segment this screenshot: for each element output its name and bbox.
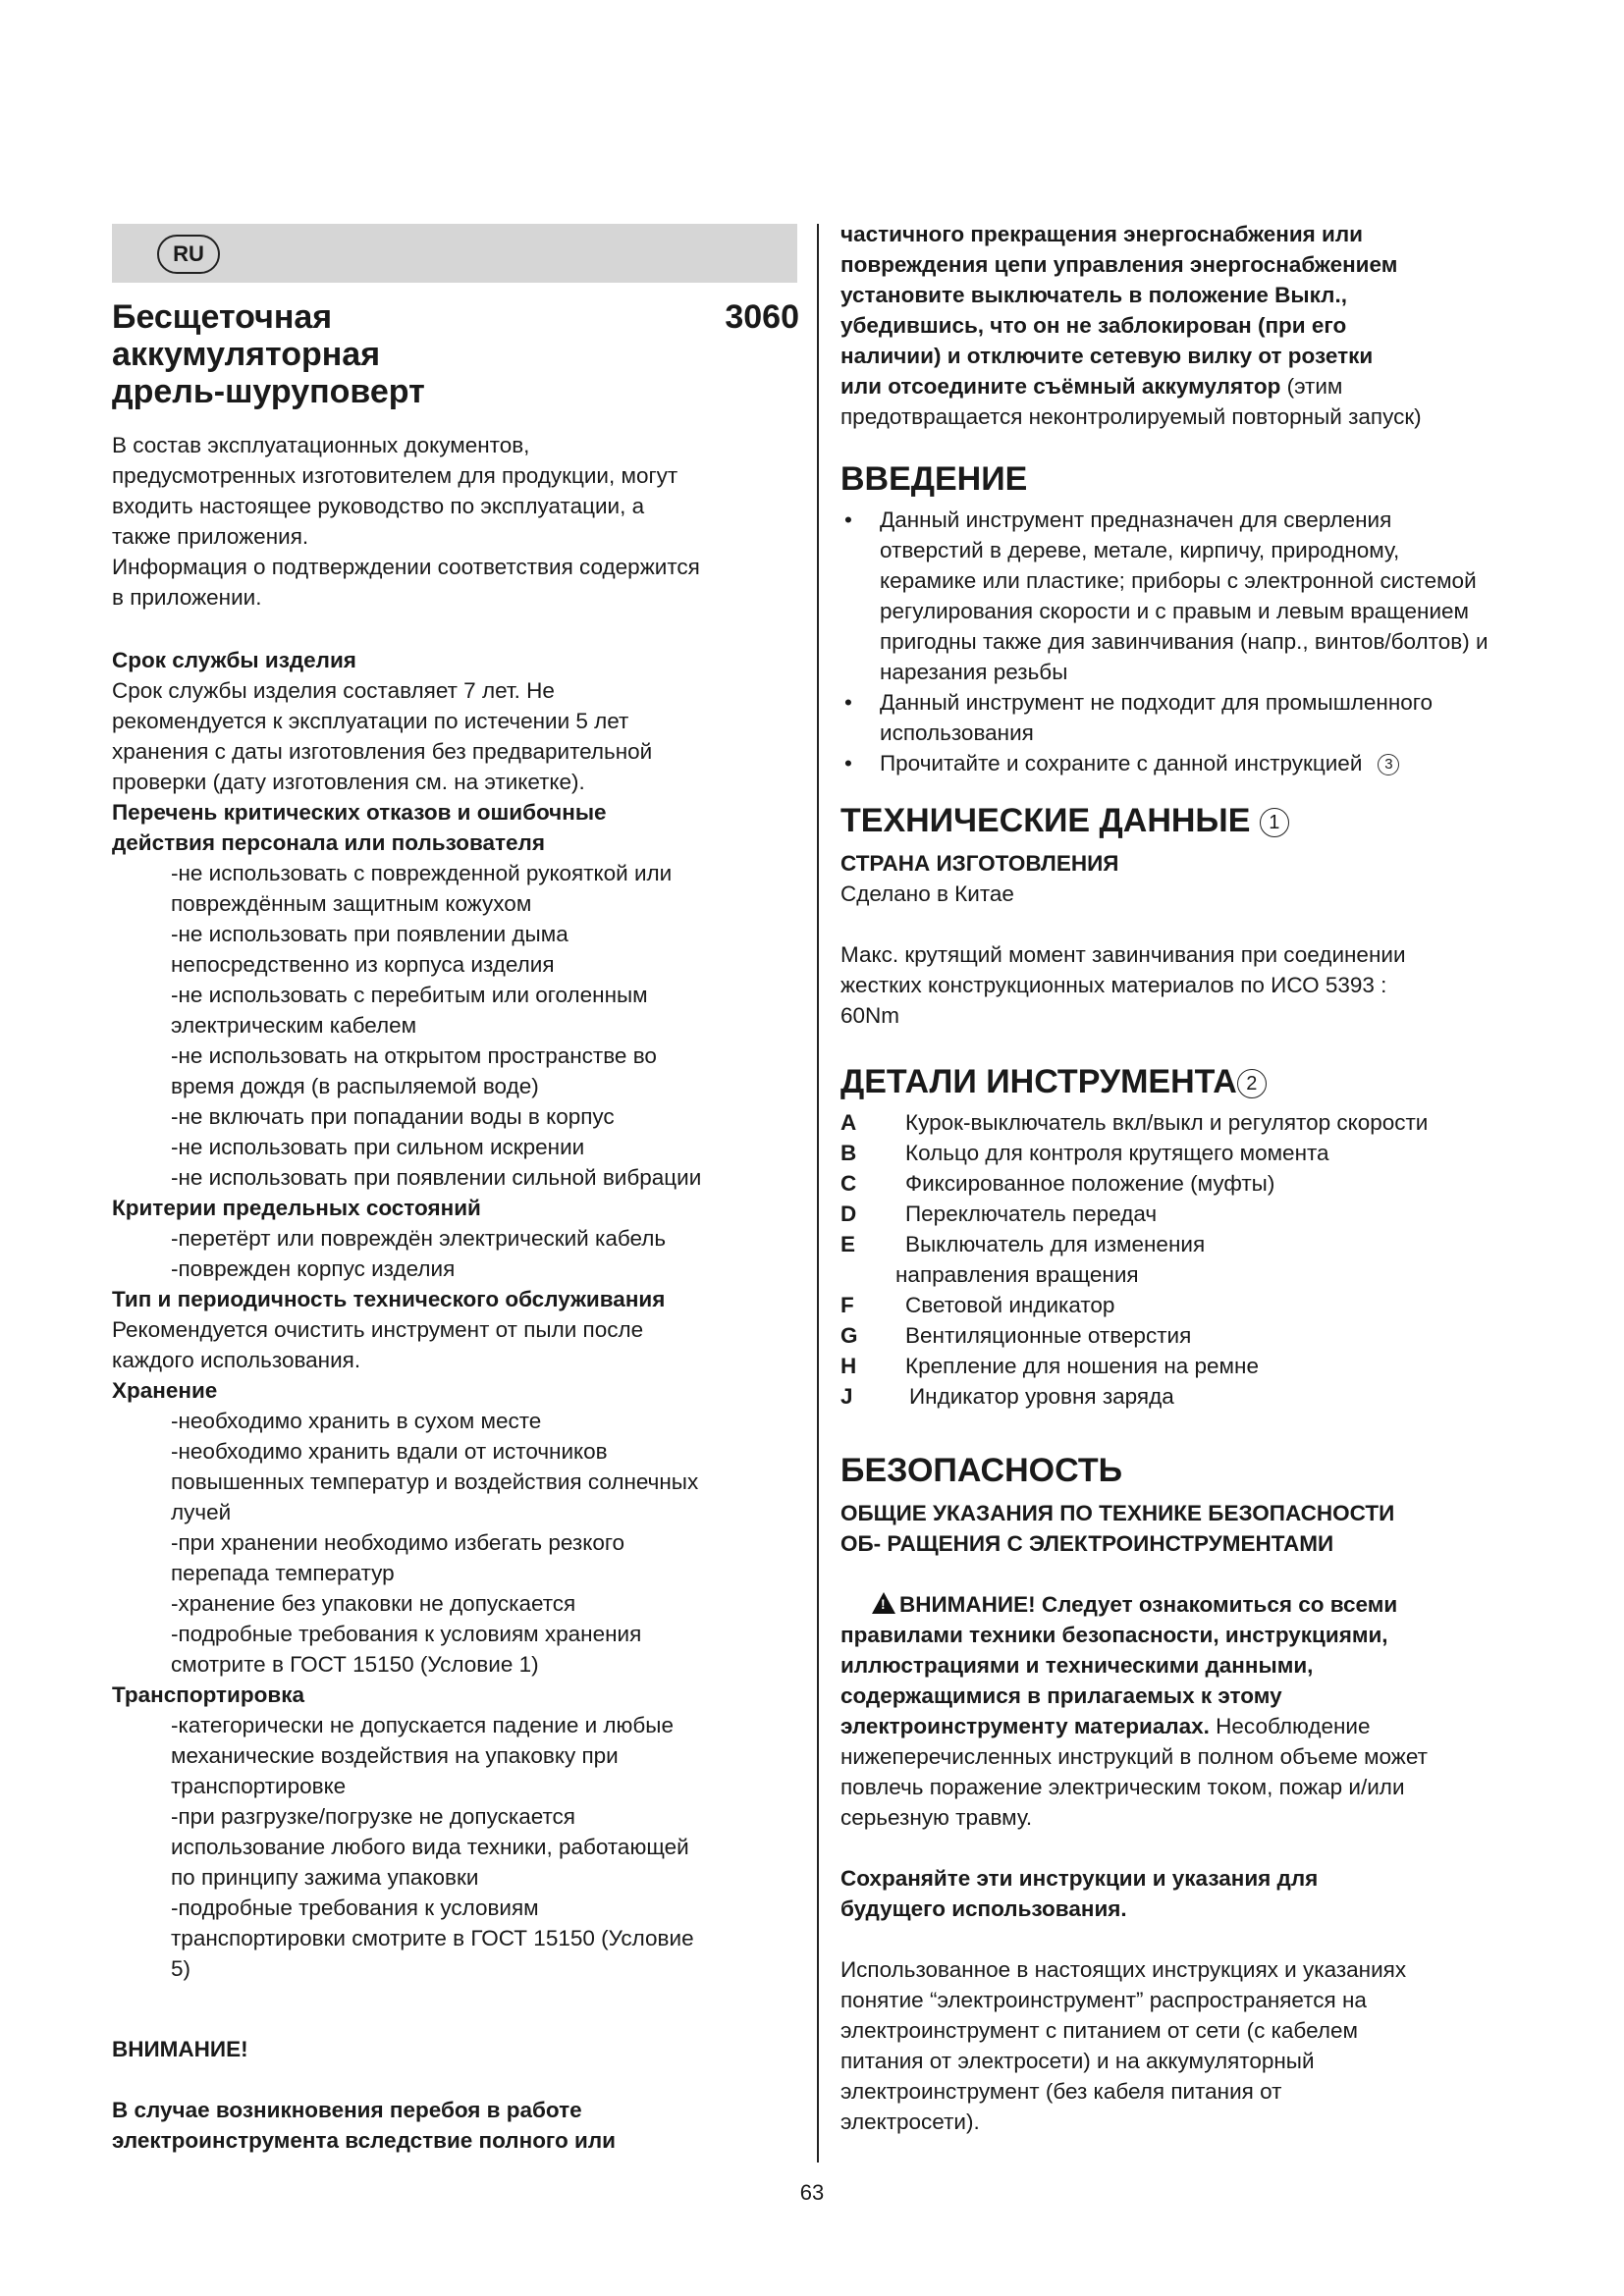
failures-list (112, 858, 799, 1193)
warning-text: ВНИМАНИЕ! Следует ознакомиться со всеми (899, 1592, 1398, 1617)
text-line: электроинструмента вследствие полного или (112, 2128, 616, 2153)
document-title (112, 298, 799, 410)
text-line: правилами техники безопасности, инструкциями, (840, 1623, 1388, 1647)
text-line: Сохраняйте эти инструкции и указания для (840, 1866, 1319, 1891)
text-line: каждого использования. (112, 1348, 361, 1372)
text-line: электроинструмент (без кабеля питания от (840, 2079, 1282, 2104)
section-title-text: ДЕТАЛИ ИНСТРУМЕНТА (840, 1063, 1237, 1100)
text-line: -необходимо хранить в сухом месте (171, 1409, 542, 1433)
section-heading: Перечень критических отказов и ошибочные (112, 800, 607, 825)
text-line: жестких конструкционных материалов по ИСО 5393 : (840, 973, 1387, 997)
text-line: транспортировке (171, 1774, 347, 1798)
tech-data-section (840, 801, 1530, 1031)
part-label: направления вращения (895, 1262, 1139, 1287)
list-item (840, 1351, 1530, 1381)
bullet-item: • Данный инструмент предназначен для сверления отверстий в дереве, метале, кирпичу, природному, керамике или пластике; приборы с электронной системой регулирования скорости и с правым и левым вращением пригодны также дия завинчивания (напр., винтов/болтов) и нарезания резьбы (840, 505, 1528, 687)
text-line: -подробные требования к условиям хранения (171, 1622, 642, 1646)
title-line-1: Бесщеточная (112, 298, 333, 336)
title-line-3: дрель-шуруповерт (112, 373, 425, 410)
text-line: время дождя (в распыляемой воде) (171, 1074, 539, 1098)
title-line-2: аккумуляторная (112, 336, 381, 373)
text-line: смотрите в ГОСТ 15150 (Условие 1) (171, 1652, 539, 1677)
safety-section (840, 1451, 1530, 2137)
part-label: Крепление для ношения на ремне (905, 1354, 1259, 1378)
part-key: E (840, 1232, 856, 1256)
text-line: -при разгрузке/погрузке не допускается (171, 1804, 575, 1829)
text-line: -не использовать при сильном искрении (171, 1135, 585, 1159)
part-key: H (840, 1354, 857, 1378)
text-line: электроинструмент с питанием от сети (с кабелем (840, 2018, 1358, 2043)
section-heading: Транспортировка (112, 1682, 304, 1707)
part-key: D (840, 1201, 857, 1226)
language-bar (112, 224, 797, 283)
figure-ref-icon: 2 (1237, 1069, 1267, 1098)
text-line: предотвращается неконтролируемый повторный запуск) (840, 404, 1422, 429)
text-line: наличии) и отключите сетевую вилку от розетки (840, 344, 1374, 368)
parts-list (840, 1107, 1530, 1412)
text-line: Использованное в настоящих инструкциях и указаниях (840, 1957, 1407, 1982)
text-line: -хранение без упаковки не допускается (171, 1591, 576, 1616)
intro-text (112, 430, 799, 613)
section-heading: Тип и периодичность технического обслуживания (112, 1287, 666, 1311)
text-line: непосредственно из корпуса изделия (171, 952, 555, 977)
text-line: входить настоящее руководство по эксплуатации, а (112, 494, 645, 518)
part-label: Курок-выключатель вкл/выкл и регулятор скорости (905, 1110, 1429, 1135)
section-title (840, 1062, 1530, 1101)
text-line: лучей (171, 1500, 232, 1524)
text-line: -не включать при попадании воды в корпус (171, 1104, 615, 1129)
text-line: -поврежден корпус изделия (171, 1256, 456, 1281)
text-line: нижеперечисленных инструкций в полном объеме может (840, 1744, 1428, 1769)
text-line (840, 371, 1530, 401)
text-line: -не использовать при появлении дыма (171, 922, 568, 946)
list-item (840, 1290, 1530, 1320)
text-line: -необходимо хранить вдали от источников (171, 1439, 608, 1464)
part-key: G (840, 1323, 858, 1348)
text-line: частичного прекращения энергоснабжения или (840, 222, 1364, 246)
text-line: Рекомендуется очистить инструмент от пыли после (112, 1317, 644, 1342)
text-line: повреждённым защитным кожухом (171, 891, 532, 916)
text-line: -не использовать на открытом пространстве во (171, 1043, 657, 1068)
subheading: ОБЩИЕ УКАЗАНИЯ ПО ТЕХНИКЕ БЕЗОПАСНОСТИ (840, 1501, 1395, 1525)
section-title-text: ТЕХНИЧЕСКИЕ ДАННЫЕ (840, 802, 1251, 839)
part-key: J (840, 1384, 853, 1409)
text-line: проверки (дату изготовления см. на этикетке). (112, 770, 585, 794)
list-item (840, 1259, 1530, 1290)
normal-span: Несоблюдение (1209, 1714, 1371, 1738)
text-line: 5) (171, 1956, 191, 1981)
part-label: Выключатель для изменения (905, 1232, 1206, 1256)
subheading: СТРАНА ИЗГОТОВЛЕНИЯ (840, 851, 1119, 876)
figure-ref-icon: 3 (1378, 754, 1399, 775)
text-line: установите выключатель в положение Выкл., (840, 283, 1347, 307)
parts-section (840, 1062, 1530, 1412)
text-line (840, 1589, 1530, 1620)
section-heading: Хранение (112, 1378, 218, 1403)
part-key: C (840, 1171, 857, 1196)
page-number: 63 (799, 2180, 825, 2205)
text-line: -при хранении необходимо избегать резкого (171, 1530, 625, 1555)
text-line: транспортировки смотрите в ГОСТ 15150 (Условие (171, 1926, 694, 1950)
text-line: повреждения цепи управления энергоснабжением (840, 252, 1398, 277)
text-line: -подробные требования к условиям (171, 1896, 539, 1920)
part-key: F (840, 1293, 854, 1317)
list-item (840, 1168, 1530, 1199)
part-label: Вентиляционные отверстия (905, 1323, 1192, 1348)
text-line: повышенных температур и воздействия солнечных (171, 1469, 699, 1494)
section-title (840, 801, 1530, 840)
text-line: рекомендуется к эксплуатации по истечении 5 лет (112, 709, 629, 733)
service-life-section (112, 645, 799, 1984)
part-label: Фиксированное положение (муфты) (905, 1171, 1275, 1196)
attention-continued (840, 219, 1530, 432)
part-key: B (840, 1141, 857, 1165)
section-heading: действия персонала или пользователя (112, 830, 545, 855)
transport-list (112, 1710, 799, 1984)
list-item (840, 1138, 1530, 1168)
attention-heading: ВНИМАНИЕ! (112, 2037, 248, 2061)
text-line: механические воздействия на упаковку при (171, 1743, 619, 1768)
bold-span: или отсоедините съёмный аккумулятор (840, 374, 1281, 399)
section-heading: Критерии предельных состояний (112, 1196, 481, 1220)
bold-span: электроинструменту материалах. (840, 1714, 1210, 1738)
section-title: ВВЕДЕНИЕ (840, 460, 1028, 498)
text-line: в приложении. (112, 585, 262, 610)
introduction-section (840, 459, 1530, 778)
attention-section (112, 2034, 799, 2156)
text-line: В состав эксплуатационных документов, (112, 433, 530, 457)
normal-span: (этим (1280, 374, 1343, 399)
list-item (840, 1229, 1530, 1259)
text-line: серьезную травму. (840, 1805, 1033, 1830)
bullet-text: Прочитайте и сохраните с данной инструкцией (880, 751, 1363, 775)
list-item (840, 1320, 1530, 1351)
bullet-item (840, 748, 1528, 778)
part-label: Переключатель передач (905, 1201, 1158, 1226)
list-item (840, 1107, 1530, 1138)
storage-list (112, 1406, 799, 1680)
section-title: БЕЗОПАСНОСТЬ (840, 1452, 1123, 1489)
warning-icon (872, 1592, 895, 1614)
text-line: В случае возникновения перебоя в работе (112, 2098, 582, 2122)
part-label: Индикатор уровня заряда (909, 1384, 1174, 1409)
text-line: -категорически не допускается падение и любые (171, 1713, 674, 1737)
section-heading: Срок службы изделия (112, 648, 356, 672)
text-line: Срок службы изделия составляет 7 лет. Не (112, 678, 555, 703)
text-line: 60Nm (840, 1003, 900, 1028)
list-item (840, 1381, 1530, 1412)
part-label: Световой индикатор (905, 1293, 1115, 1317)
list-item (840, 1199, 1530, 1229)
intro-bullets (840, 505, 1528, 778)
text-line: -перетёрт или повреждён электрический кабель (171, 1226, 667, 1251)
text-line: Сделано в Китае (840, 881, 1014, 906)
text-line: повлечь поражение электрическим током, пожар и/или (840, 1775, 1405, 1799)
text-line: будущего использования. (840, 1896, 1127, 1921)
text-line: предусмотренных изготовителем для продукции, могут (112, 463, 678, 488)
text-line: Макс. крутящий момент завинчивания при соединении (840, 942, 1406, 967)
text-line: содержащимися в прилагаемых к этому (840, 1683, 1282, 1708)
column-divider (817, 224, 819, 2163)
text-line: также приложения. (112, 524, 309, 549)
bullet-item: • Данный инструмент не подходит для промышленного использования (840, 687, 1528, 748)
subheading: ОБ- РАЩЕНИЯ С ЭЛЕКТРОИНСТРУМЕНТАМИ (840, 1531, 1334, 1556)
language-badge: RU (157, 235, 220, 274)
text-line: электрическим кабелем (171, 1013, 417, 1038)
text-line: перепада температур (171, 1561, 395, 1585)
text-line (840, 1711, 1530, 1741)
text-line: электросети). (840, 2109, 980, 2134)
text-line: использование любого вида техники, работающей (171, 1835, 689, 1859)
text-line: Информация о подтверждении соответствия содержится (112, 555, 700, 579)
part-key: A (840, 1110, 857, 1135)
model-number: 3060 (725, 298, 799, 336)
text-line: убедившись, что он не заблокирован (при его (840, 313, 1347, 338)
part-key (840, 1259, 895, 1290)
text-line: по принципу зажима упаковки (171, 1865, 479, 1890)
text-line: -не использовать с поврежденной рукояткой или (171, 861, 673, 885)
text-line: понятие “электроинструмент” распространяется на (840, 1988, 1367, 2012)
limit-list (112, 1223, 799, 1284)
text-line: -не использовать с перебитым или оголенным (171, 983, 648, 1007)
text-line: иллюстрациями и техническими данными, (840, 1653, 1314, 1678)
text-line: питания от электросети) и на аккумуляторный (840, 2049, 1315, 2073)
text-line: хранения с даты изготовления без предварительной (112, 739, 653, 764)
part-label: Кольцо для контроля крутящего момента (905, 1141, 1329, 1165)
figure-ref-icon: 1 (1260, 808, 1289, 837)
text-line: -не использовать при появлении сильной вибрации (171, 1165, 702, 1190)
